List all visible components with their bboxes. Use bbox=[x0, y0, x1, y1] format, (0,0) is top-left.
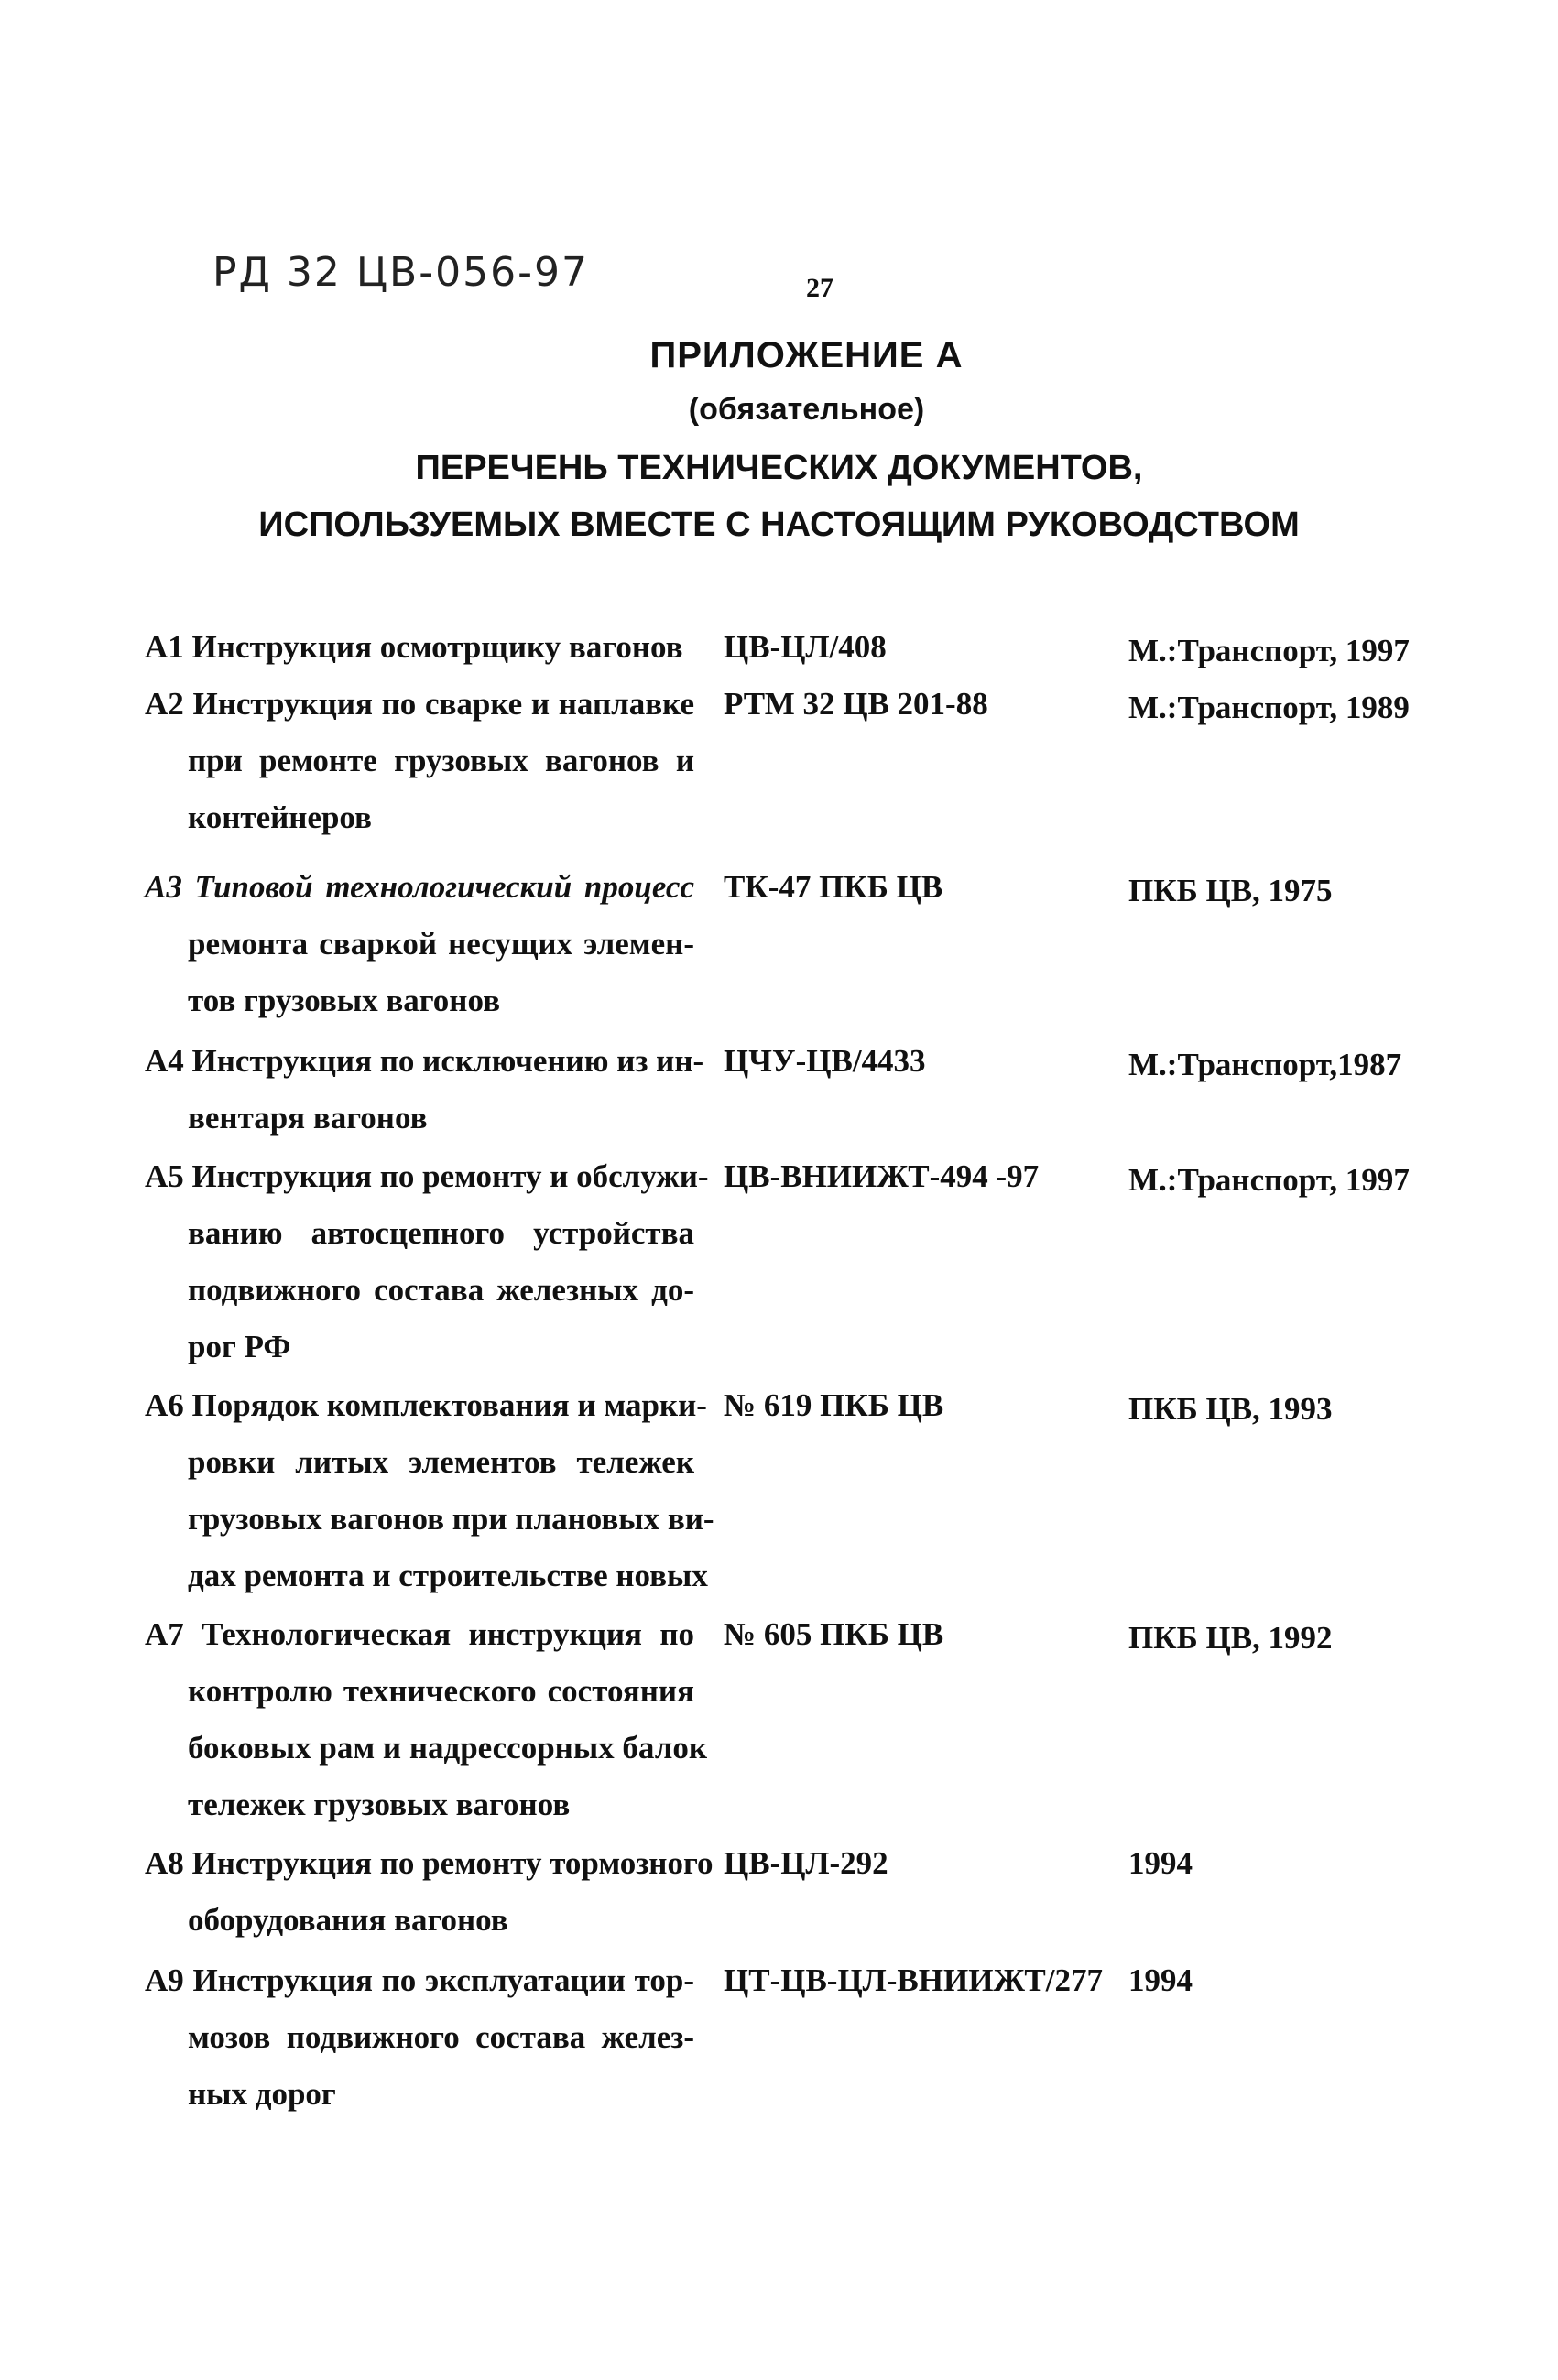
entry-title bbox=[145, 1606, 708, 1833]
list-title-line-1: ПЕРЕЧЕНЬ ТЕХНИЧЕСКИХ ДОКУМЕНТОВ, bbox=[415, 449, 1143, 487]
entry-title-line: А9 Инструкция по эксплуатации тор- bbox=[145, 1962, 694, 1998]
entry-publication: М.:Транспорт, 1997 bbox=[1128, 1162, 1410, 1198]
entry-title-line: тов грузовых вагонов bbox=[188, 983, 500, 1018]
appendix-status: (обязательное) bbox=[688, 392, 925, 427]
entry-title-line: контейнеров bbox=[188, 799, 372, 835]
appendix-heading: ПРИЛОЖЕНИЕ А bbox=[649, 335, 964, 375]
entry-publication: М.:Транспорт, 1989 bbox=[1128, 690, 1410, 725]
entry-designation: ТК-47 ПКБ ЦВ bbox=[724, 869, 943, 905]
entry-title-line: А7 Технологическая инструкция по bbox=[145, 1616, 694, 1652]
entry-publication: 1994 bbox=[1128, 1962, 1193, 1998]
entry-title-line: при ремонте грузовых вагонов и bbox=[188, 743, 694, 778]
entry-title-line: грузовых вагонов при плановых ви- bbox=[188, 1501, 714, 1537]
entry-title bbox=[145, 1835, 714, 1949]
entry-title-line: мозов подвижного состава желез- bbox=[188, 2019, 694, 2055]
page-number: 27 bbox=[806, 273, 833, 303]
entry-title-line: дах ремонта и строительстве новых bbox=[188, 1558, 708, 1593]
entry-title bbox=[145, 676, 694, 846]
entry-title-line: контролю технического состояния bbox=[188, 1673, 694, 1709]
entry-designation: № 605 ПКБ ЦВ bbox=[724, 1616, 944, 1652]
entry-publication: ПКБ ЦВ, 1975 bbox=[1128, 873, 1333, 908]
entry-title-line: вентаря вагонов bbox=[188, 1100, 428, 1136]
entry-title bbox=[145, 1033, 704, 1147]
entry-title-line: тележек грузовых вагонов bbox=[188, 1787, 571, 1822]
entry-title-line: А5 Инструкция по ремонту и обслужи- bbox=[145, 1158, 709, 1194]
entry-publication: ПКБ ЦВ, 1992 bbox=[1128, 1620, 1333, 1656]
document-code: РД 32 ЦВ-056-97 bbox=[212, 249, 589, 296]
entry-title-line: А2 Инструкция по сварке и наплавке bbox=[145, 686, 694, 722]
entry-title bbox=[145, 1952, 694, 2123]
entry-publication: ПКБ ЦВ, 1993 bbox=[1128, 1391, 1333, 1427]
entry-publication: М.:Транспорт,1987 bbox=[1128, 1047, 1402, 1082]
entry-title-line: ных дорог bbox=[188, 2076, 336, 2112]
entry-title-line: ровки литых элементов тележек bbox=[188, 1444, 694, 1480]
entry-title-line: ремонта сваркой несущих элемен- bbox=[188, 926, 694, 962]
entry-title-line: ванию автосцепного устройства bbox=[188, 1215, 694, 1251]
entry-title bbox=[145, 859, 694, 1029]
entry-title-line: А8 Инструкция по ремонту тормозного bbox=[145, 1845, 714, 1881]
entry-designation: № 619 ПКБ ЦВ bbox=[724, 1387, 944, 1423]
entry-title-line: А4 Инструкция по исключению из ин- bbox=[145, 1043, 704, 1079]
entry-designation: ЦВ-ЦЛ-292 bbox=[724, 1845, 888, 1881]
entry-title-line: А1 Инструкция осмотрщику вагонов bbox=[145, 629, 683, 665]
entry-title-line: А3 Типовой технологический процесс bbox=[145, 869, 694, 905]
list-title-line-2: ИСПОЛЬЗУЕМЫХ ВМЕСТЕ С НАСТОЯЩИМ РУКОВОДСТВОМ bbox=[258, 505, 1300, 544]
entry-title-line: подвижного состава железных до- bbox=[188, 1272, 694, 1308]
entry-publication: 1994 bbox=[1128, 1845, 1193, 1881]
entry-title-line: А6 Порядок комплектования и марки- bbox=[145, 1387, 707, 1423]
entry-designation: ЦЧУ-ЦВ/4433 bbox=[724, 1043, 926, 1079]
entry-title bbox=[145, 619, 694, 676]
entry-title-line: оборудования вагонов bbox=[188, 1902, 508, 1938]
entry-title-line: боковых рам и надрессорных балок bbox=[188, 1730, 708, 1766]
entry-designation: ЦТ-ЦВ-ЦЛ-ВНИИЖТ/277 bbox=[724, 1962, 1104, 1998]
entry-title-line: рог РФ bbox=[188, 1329, 291, 1364]
entry-title bbox=[145, 1148, 709, 1375]
entry-designation: РТМ 32 ЦВ 201-88 bbox=[724, 686, 988, 722]
entry-designation: ЦВ-ЦЛ/408 bbox=[724, 629, 887, 665]
entry-publication: М.:Транспорт, 1997 bbox=[1128, 633, 1410, 668]
entry-title bbox=[145, 1377, 714, 1604]
entry-designation: ЦВ-ВНИИЖТ-494 -97 bbox=[724, 1158, 1040, 1194]
